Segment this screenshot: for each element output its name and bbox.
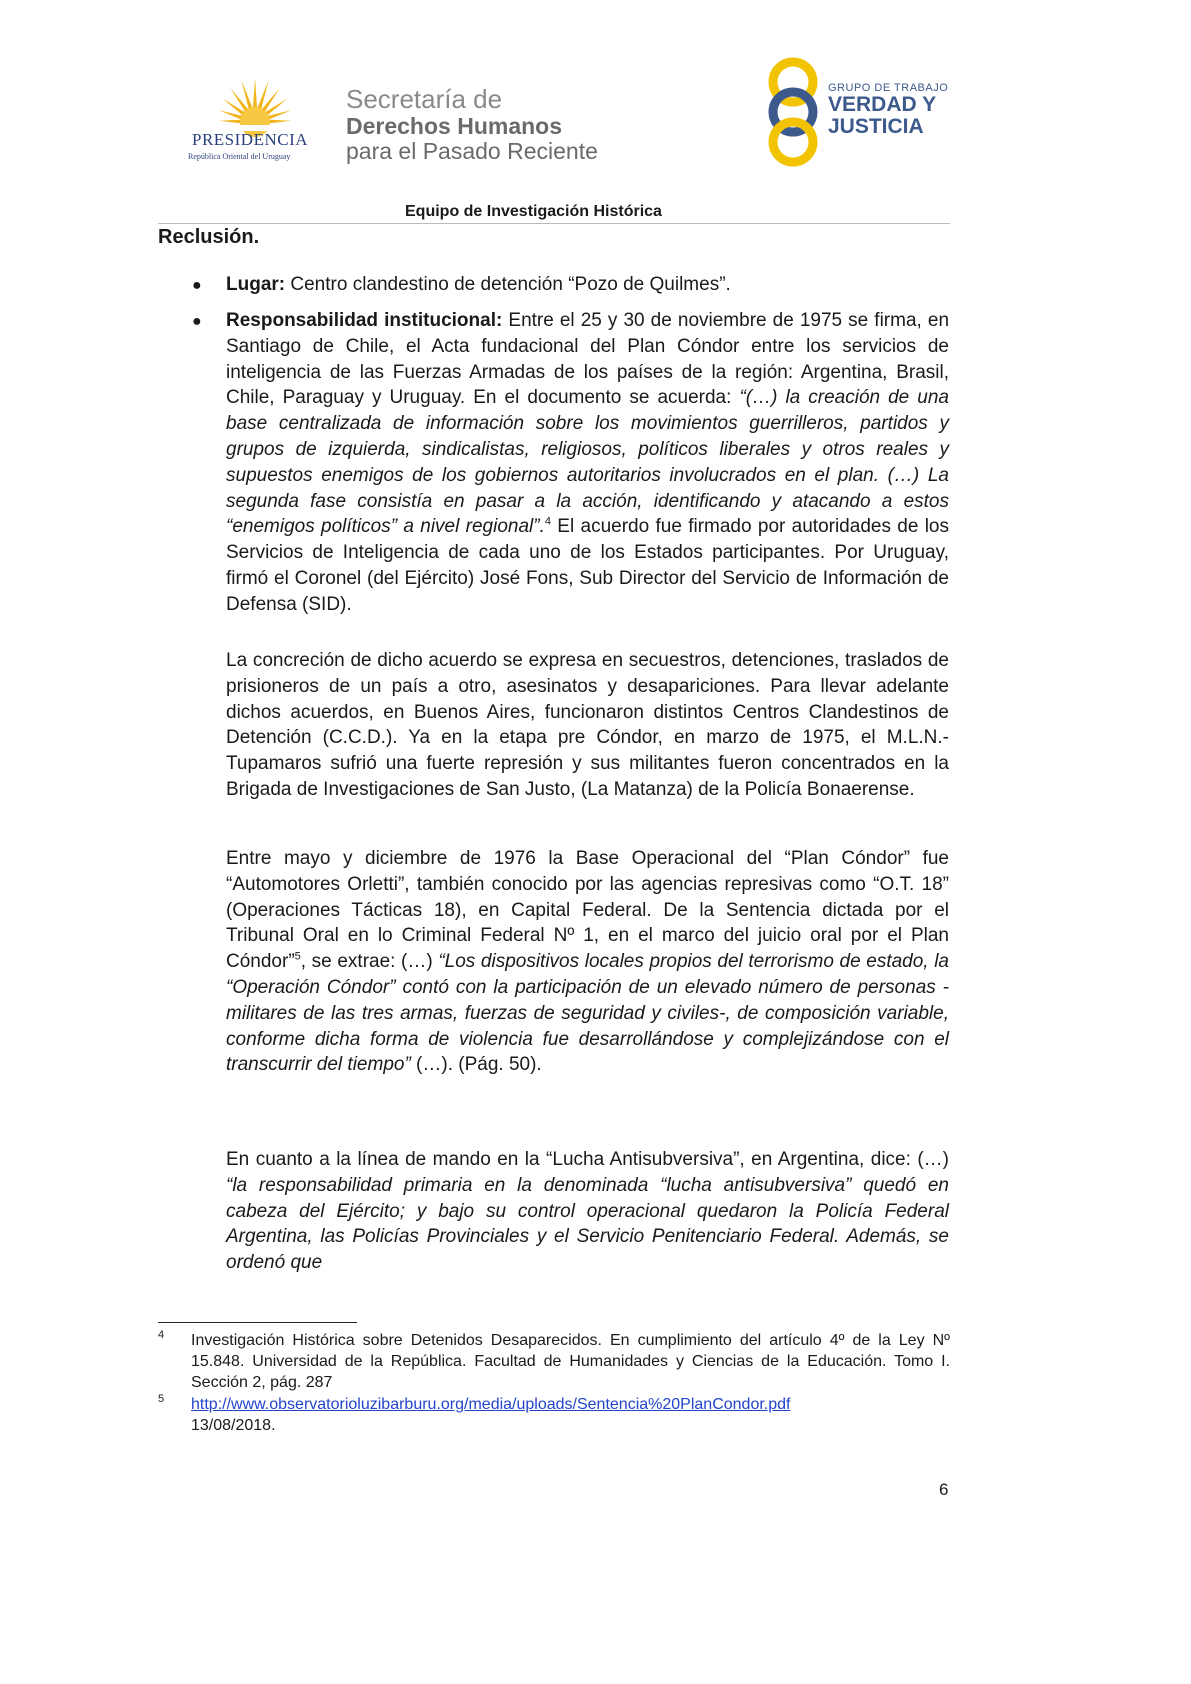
secretaria-line1: Secretaría de <box>346 84 503 114</box>
sentencia-link[interactable]: http://www.observatorioluzibarburu.org/media/uploads/Sentencia%20PlanCondor.pdf <box>191 1396 791 1413</box>
presidencia-logo <box>180 70 330 170</box>
presidencia-name: PRESIDENCIA <box>192 130 309 149</box>
justicia-label: JUSTICIA <box>828 115 924 138</box>
lugar-label: Lugar: <box>226 274 286 295</box>
footnote-ref-5[interactable]: 5 <box>294 950 301 963</box>
sentencia-quote: “Los dispositivos locales propios del terrorismo de estado, la “Operación Cóndor” contó con la participación de un elevado número de personas -militares de las tres armas, fuerzas de seguridad y civiles-, de composición variable, conforme dicha forma de violencia fue desarrollándose y complejizándose con el transcurrir del tiempo” <box>226 951 949 1076</box>
paragraph-linea-mando <box>226 1147 949 1276</box>
orletti-text-c: (…). (Pág. 50). <box>410 1054 542 1076</box>
acta-quote: “(…) la creación de una base centralizada de información sobre los movimientos guerrilleros, partidos y grupos de izquierda, sindicalistas, religiosos, políticos liberales y otros reales y supuestos enemigos de los gobiernos autoritarios involucrados en el plan. (…) La segunda fase consistía en pasar a la acción, identificando y atacando a estos “enemigos políticos” a nivel regional”. <box>226 387 949 538</box>
team-title: Equipo de Investigación Histórica <box>405 203 662 220</box>
secretaria-line3: para el Pasado Reciente <box>346 138 598 164</box>
orletti-text-b: , se extrae: (…) <box>300 951 439 973</box>
orletti-text: Entre mayo y diciembre de 1976 la Base Operacional del “Plan Cóndor” fue “Automotores Orletti”, también conocido por las agencias represivas como “O.T. 18” (Operaciones Tácticas 18), en Capital Federal. De la Sentencia dictada por el Tribunal Oral en lo Criminal Federal Nº 1, en el marco del juicio oral por el Plan Cóndor” <box>226 848 949 973</box>
paragraph-orletti <box>226 846 949 1078</box>
responsabilidad-text2: El acuerdo fue firmado por autoridades de los Servicios de Inteligencia de cada uno de los Estados participantes. Por Uruguay, firmó el Coronel (del Ejército) José Fons, Sub Director del Servicio de Información de Defensa (SID). <box>226 516 949 615</box>
section-title: Reclusión. <box>158 226 260 248</box>
header-divider <box>158 223 950 224</box>
presidencia-subtitle: República Oriental del Uruguay <box>188 152 291 161</box>
footnote-5-date: 13/08/2018. <box>191 1417 276 1434</box>
footnote-5 <box>191 1394 950 1436</box>
bullet-dot-icon: ● <box>192 277 202 294</box>
grupo-trabajo-label: GRUPO DE TRABAJO <box>828 82 949 94</box>
footnote-4: Investigación Histórica sobre Detenidos Desaparecidos. En cumplimiento del artículo 4º de la Ley Nº 15.848. Universidad de la República. Facultad de Humanidades y Ciencias de la Educación. Tomo I. Sección 2, pág. 287 <box>191 1332 950 1391</box>
footnote-number-4: 4 <box>158 1329 165 1341</box>
responsabilidad-label: Responsabilidad institucional: <box>226 310 503 331</box>
bullet-lugar <box>226 272 949 298</box>
verdad-justicia-text <box>828 82 948 138</box>
linea-mando-text: En cuanto a la línea de mando en la “Lucha Antisubversiva”, en Argentina, dice: (…) <box>226 1149 949 1170</box>
secretaria-line2: Derechos Humanos <box>346 113 563 139</box>
lugar-text: Centro clandestino de detención “Pozo de Quilmes”. <box>285 274 731 295</box>
linea-mando-quote: “la responsabilidad primaria en la denominada “lucha antisubversiva” quedó en cabeza del Ejército; y bajo su control operacional quedaron la Policía Federal Argentina, las Policías Provinciales y el Servicio Penitenciario Federal. Además, se ordenó que <box>226 1174 949 1274</box>
page-number: 6 <box>939 1480 949 1499</box>
footnote-number-5: 5 <box>158 1393 165 1405</box>
footnote-divider <box>158 1322 357 1323</box>
responsabilidad-text1: Entre el 25 y 30 de noviembre de 1975 se firma, en Santiago de Chile, el Acta fundacional del Plan Cóndor entre los servicios de inteligencia de las Fuerzas Armadas de los países de la región: Argentina, Brasil, Chile, Paraguay y Uruguay. En el documento se acuerda: <box>226 310 950 409</box>
secretaria-title <box>346 84 598 164</box>
footnote-ref-4[interactable]: 4 <box>544 516 551 529</box>
verdad-label: VERDAD Y <box>828 93 937 116</box>
chain-links-icon <box>758 56 828 168</box>
bullet-responsabilidad <box>226 308 949 618</box>
paragraph-concrecion: La concreción de dicho acuerdo se expresa en secuestros, detenciones, traslados de prisioneros de un país a otro, asesinatos y desapariciones. Para llevar adelante dichos acuerdos, en Buenos Aires, funcionaron distintos Centros Clandestinos de Detención (C.C.D.). Ya en la etapa pre Cóndor, en marzo de 1975, el M.L.N.-Tupamaros sufrió una fuerte represión y sus militantes fueron concentrados en la Brigada de Investigaciones de San Justo, (La Matanza) de la Policía Bonaerense. <box>226 650 949 800</box>
bullet-dot-icon: ● <box>192 313 202 330</box>
verdad-justicia-logo <box>758 56 828 168</box>
